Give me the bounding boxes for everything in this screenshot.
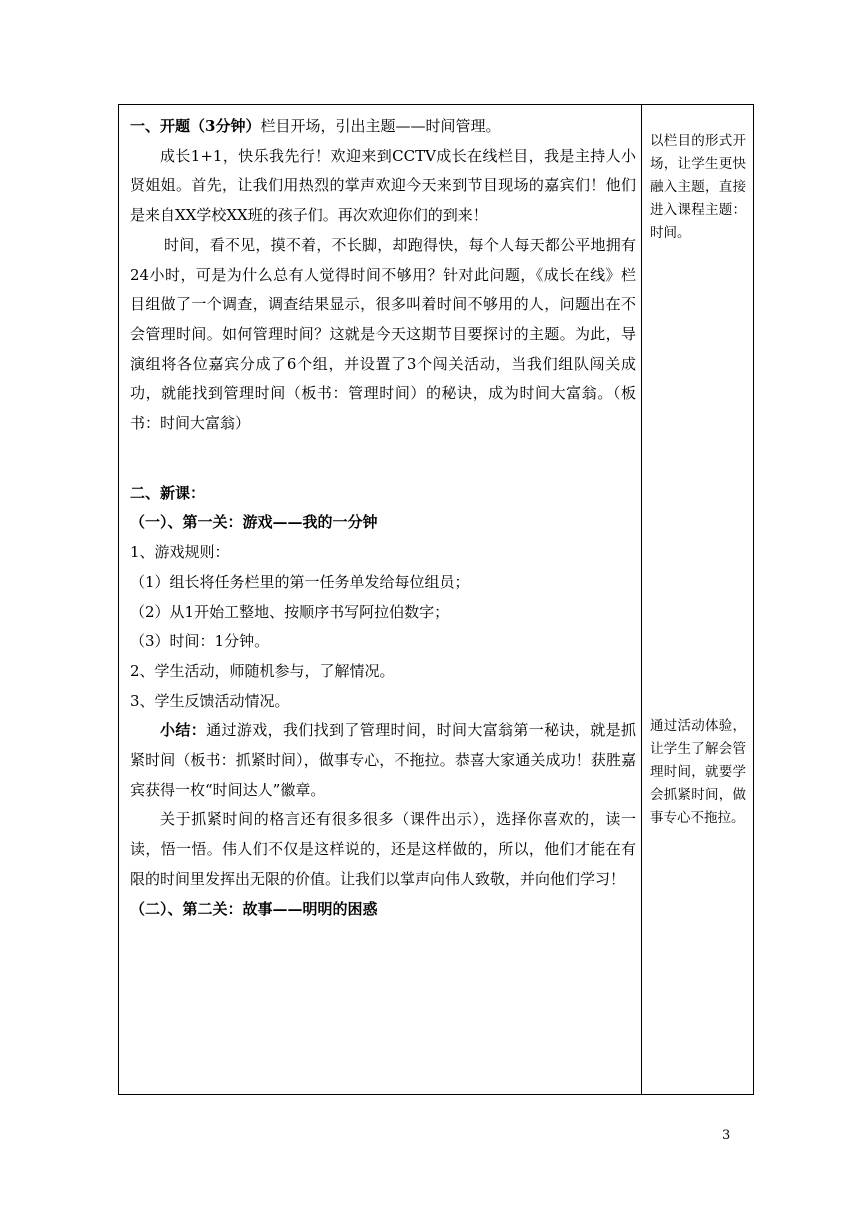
page-number: 3 — [722, 1128, 731, 1143]
summary-label: 小结： — [160, 721, 207, 740]
rule-2: （2）从1开始工整地、按顺序书写阿拉伯数字； — [130, 602, 450, 621]
spacer — [130, 439, 636, 479]
column-divider — [641, 104, 642, 1095]
lesson-content — [130, 112, 636, 924]
section-1-heading-tail: 栏目开场，引出主题——时间管理。 — [260, 117, 501, 135]
step-3: 3、学生反馈活动情况。 — [130, 691, 290, 710]
rules-title: 1、游戏规则： — [130, 543, 230, 562]
subsection-1-heading: （一）、第一关：游戏——我的一分钟 — [130, 513, 378, 532]
summary-text: 通过游戏，我们找到了管理时间，时间大富翁第一秘诀，就是抓紧时间（板书：抓紧时间），做事专心，不拖拉。恭喜大家通关成功！获胜嘉宾获得一枚“时间达人”徽章。 — [130, 721, 636, 799]
quote-paragraph: 关于抓紧时间的格言还有很多很多（课件出示），选择你喜欢的，读一读，悟一悟。伟人们不仅是这样说的，还是这样做的，所以，他们才能在有限的时间里发挥出无限的价值。让我们以掌声向伟人致敬，并向他们学习！ — [130, 810, 636, 888]
rule-1: （1）组长将任务栏里的第一任务单发给每位组员； — [130, 572, 470, 591]
subsection-2-heading: （二）、第二关：故事——明明的困惑 — [130, 899, 378, 918]
summary-paragraph — [130, 716, 636, 805]
section-1-heading-line — [130, 112, 636, 142]
rule-3: （3）时间：1分钟。 — [130, 632, 270, 651]
intro-paragraph: 成长1+1，快乐我先行！欢迎来到CCTV成长在线栏目，我是主持人小贤姐姐。首先，让我们用热烈的掌声欢迎今天来到节目现场的嘉宾们！他们是来自XX学校XX班的孩子们。再次欢迎你们的到来！ — [130, 146, 636, 225]
teaching-note-1: 以栏目的形式开场，让学生更快融入主题，直接进入课程主题：时间。 — [650, 133, 746, 241]
section-1-heading: 一、开题（3分钟） — [130, 117, 261, 135]
step-2: 2、学生活动，师随机参与，了解情况。 — [130, 661, 395, 680]
teaching-note-2: 通过活动体验，让学生了解会管理时间，就要学会抓紧时间，做事专心不拖拉。 — [650, 718, 746, 826]
time-paragraph: 时间，看不见，摸不着，不长脚，却跑得快，每个人每天都公平地拥有24小时，可是为什么总有人觉得时间不够用？针对此问题，《成长在线》栏目组做了一个调查，调查结果显示，很多叫着时间不够用的人，问题出在不会管理时间。如何管理时间？这就是今天这期节目要探讨的主题。为此，导演组将各位嘉宾分成了6个组，并设置了3个闯关活动，当我们组队闯关成功，就能找到管理时间（板书：管理时间）的秘诀，成为时间大富翁。（板书：时间大富翁） — [130, 235, 636, 433]
section-2-heading: 二、新课： — [130, 483, 206, 502]
